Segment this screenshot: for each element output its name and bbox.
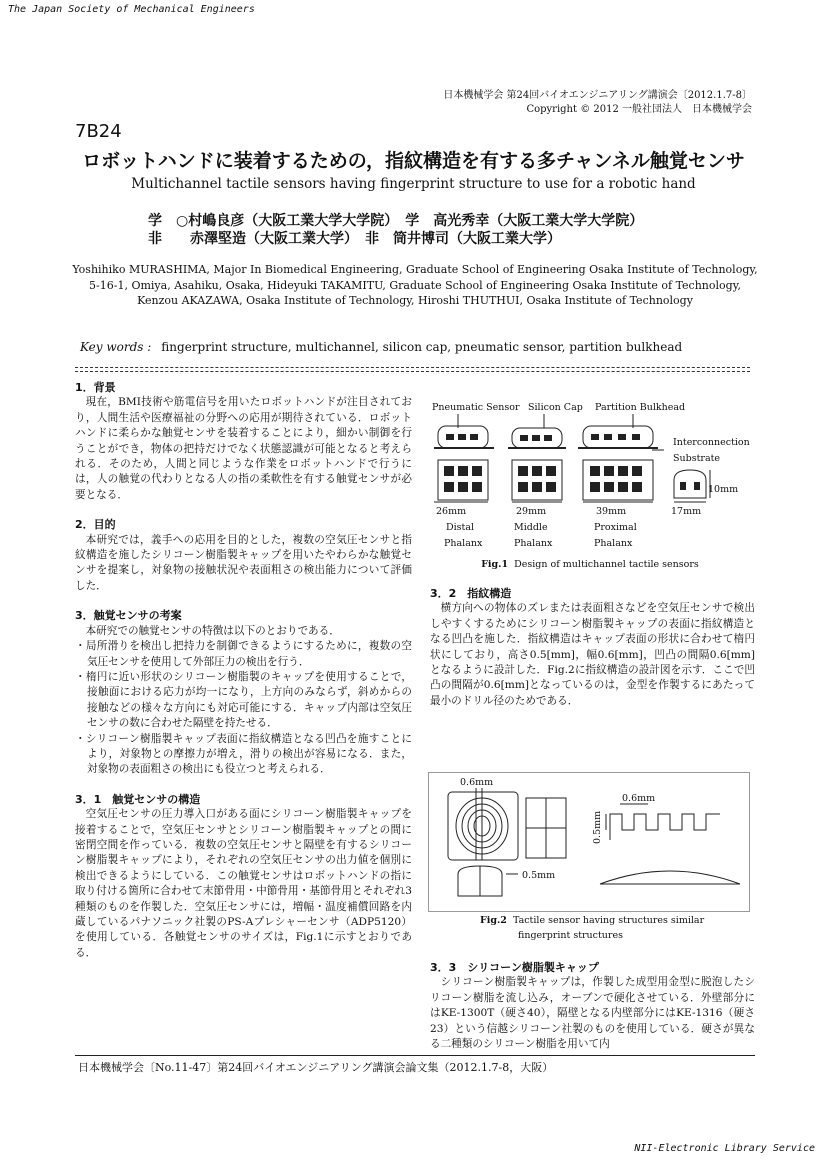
fig1-label-pneumatic: Pneumatic Sensor: [432, 402, 520, 413]
top-banner: The Japan Society of Mechanical Engineers: [8, 4, 255, 15]
fig2-dim-c: 0.5mm: [592, 810, 603, 844]
section-3-2-body: 横方向への物体のズレまたは表面粗さなどを空気圧センサで検出しやすくするためにシリコーン樹脂製キャップの表面に指紋構造となる凹凸を施した．指紋構造はキャップ表面の形状に合わせて楕円状にしており，高さ0.5[mm]，幅0.6[mm]，凹凸の間隔0.6[mm]となるように設計した．Fig.2に指紋構造の設計図を示す．ここで凹凸の間隔が0.6[mm]となっているのは，金型を作製するにあたって最小のドリル径のためである．: [430, 602, 755, 707]
fig1-dim-10: 10mm: [708, 484, 739, 495]
divider-top-2: [75, 371, 750, 372]
fig1-middle-1: Middle: [514, 522, 548, 533]
fig1-dim-39: 39mm: [596, 506, 627, 517]
section-3-bullet-1: ・局所滑りを検出し把持力を制御できるようにするために，複数の空気圧センサを使用して外部圧力の検出を行う．: [75, 640, 412, 668]
fig1-label-partition: Partition Bulkhead: [595, 402, 686, 413]
authors-line-2: 非 赤澤堅造（大阪工業大学） 非 筒井博司（大阪工業大学）: [148, 231, 561, 247]
authors-line-1: 学 ○村嶋良彦（大阪工業大学大学院） 学 高光秀幸（大阪工業大学大学院）: [148, 213, 644, 229]
figure-2-caption-line-1: Tactile sensor having structures similar: [512, 915, 705, 926]
fig1-dim-26: 26mm: [436, 506, 467, 517]
fig1-distal-1: Distal: [446, 522, 475, 533]
section-3-1-title: 3．1 触覚センサの構造: [75, 792, 201, 806]
bottom-banner: NII-Electronic Library Service: [634, 1143, 815, 1154]
section-3-3-title: 3．3 シリコーン樹脂製キャップ: [430, 961, 599, 974]
figure-2: [430, 774, 748, 910]
footer-citation: 日本機械学会〔No.11-47〕第24回バイオエンジニアリング講演会論文集（2012.1.7-8，大阪）: [78, 1061, 554, 1074]
copyright-line: Copyright © 2012 一般社団法人 日本機械学会: [526, 104, 752, 115]
section-3-1-body: 空気圧センサの圧力導入口がある面にシリコーン樹脂製キャップを接着することで，空気圧センサとシリコーン樹脂製キャップとの間に密閉空間を作っている．複数の空気圧センサと隔壁を有するシリコーン樹脂製キャップにより，それぞれの空気圧センサの出力値を個別に検出できるようにしている．この触覚センサはロボットハンドの指に取り付ける箇所に合わせて末節骨用・中節骨用・基節骨用とそれぞれ3種類のものを作製した．空気圧センサには，増幅・温度補償回路を内蔵しているパナソニック社製のPS-Aプレシャーセンサ（ADP5120）を使用している．各触覚センサのサイズは，Fig.1に示すとおりである．: [75, 808, 412, 959]
right-column-lower: [430, 960, 755, 1052]
figure-1: [428, 398, 758, 558]
fig2-dim-a: 0.6mm: [460, 777, 494, 788]
figure-1-caption-label: Fig.1: [481, 559, 509, 570]
section-3-title: 3．触覚センサの考案: [75, 609, 182, 623]
fig1-dim-17: 17mm: [671, 506, 702, 517]
divider-top: [75, 367, 750, 368]
paper-id: 7B24: [75, 121, 122, 142]
right-column-upper: [430, 586, 755, 709]
title-english: Multichannel tactile sensors having fingerprint structure to use for a robotic hand: [131, 176, 696, 192]
figure-1-caption-text: Design of multichannel tactile sensors: [514, 559, 699, 570]
affiliations: Yoshihiko MURASHIMA, Major In Biomedical Engineering, Graduate School of Engineering Osaka Institute of Technology, 5-16-1, Omiya, Asahiku, Osaka, Hideyuki TAKAMITU, Graduate School of Engineering Osaka Institute of Technology, Kenzou AKAZAWA, Osaka Institute of Technology, Hiroshi THUTHUI, Osaka Institute of Technology: [72, 263, 758, 307]
title-japanese: ロボットハンドに装着するための，指紋構造を有する多チャンネル触覚センサ: [82, 150, 745, 172]
keywords-label: Key words :: [80, 340, 152, 354]
section-3-3-body: シリコーン樹脂製キャップは，作製した成型用金型に脱泡したシリコーン樹脂を流し込み，オーブンで硬化させている．外壁部分にはKE-1300T（硬さ40），隔壁となる内壁部分にはKE-1316（硬さ23）という信越シリコーン社製のものを使用している．硬さが異なる二種類のシリコーン樹脂を用いて内: [430, 976, 755, 1051]
fig1-proximal-1: Proximal: [594, 522, 637, 533]
fig1-middle-2: Phalanx: [514, 538, 553, 549]
fig1-distal-2: Phalanx: [444, 538, 483, 549]
section-3-2-title: 3．2 指紋構造: [430, 587, 512, 600]
fig1-label-interconnection: Interconnection: [673, 437, 750, 448]
left-column: [75, 380, 412, 961]
section-2-title: 2．目的: [75, 518, 116, 532]
section-1-body: 現在，BMI技術や筋電信号を用いたロボットハンドが注目されており，人間生活や医療福祉の分野への応用が期待されている．ロボットハンドに柔らかな触覚センサを装着することにより，細かい制御を行うことができ，物体の把持だけでなく状態認識が可能となると考えられる．そのため，人間と同じような作業をロボットハンドで行うには，人の触覚の代わりとなる人の指の柔軟性を有する触覚センサが必要となる．: [75, 396, 412, 501]
fig1-dim-29: 29mm: [516, 506, 547, 517]
figure-2-caption-line-2: fingerprint structures: [518, 930, 623, 941]
fig2-dim-d: 0.5mm: [522, 870, 556, 881]
keywords-row: [80, 340, 682, 354]
figure-2-caption-label: Fig.2: [480, 915, 507, 926]
figure-2-caption: [480, 913, 740, 943]
conference-header: 日本機械学会 第24回バイオエンジニアリング講演会〔2012.1.7-8〕: [443, 90, 752, 101]
fig2-dim-b: 0.6mm: [622, 793, 656, 804]
section-1-title: 1．背景: [75, 381, 116, 394]
section-3-bullet-3: ・シリコーン樹脂製キャップ表面に指紋構造となる凹凸を施すことにより，対象物との摩擦力が増え，滑りの検出が容易になる．また，対象物の表面粗さの検出にも役立つと考えられる．: [75, 732, 412, 776]
fig1-label-substrate: Substrate: [673, 453, 721, 464]
keywords: fingerprint structure, multichannel, silicon cap, pneumatic sensor, partition bulkhead: [161, 340, 683, 354]
figure-1-caption: [440, 557, 740, 572]
section-3-intro: 本研究での触覚センサの特徴は以下のとおりである．: [85, 624, 340, 637]
fig1-proximal-2: Phalanx: [594, 538, 633, 549]
footer-divider: [75, 1055, 755, 1056]
section-2-body: 本研究では，義手への応用を目的とした，複数の空気圧センサと指紋構造を施したシリコーン樹脂製キャップを用いたやわらかな触覚センサを提案し，対象物の接触状況や表面粗さの検出能力について評価した．: [75, 533, 412, 592]
fig1-label-cap: Silicon Cap: [528, 402, 583, 413]
section-3-bullet-2: ・楕円に近い形状のシリコーン樹脂製のキャップを使用することで，接触面における応力が均一になり，上方向のみならず，斜めからの接触などの様々な方向にも対応可能にする．キャップ内部は空気圧センサの数に合わせた隔壁を持たせる．: [75, 670, 412, 730]
